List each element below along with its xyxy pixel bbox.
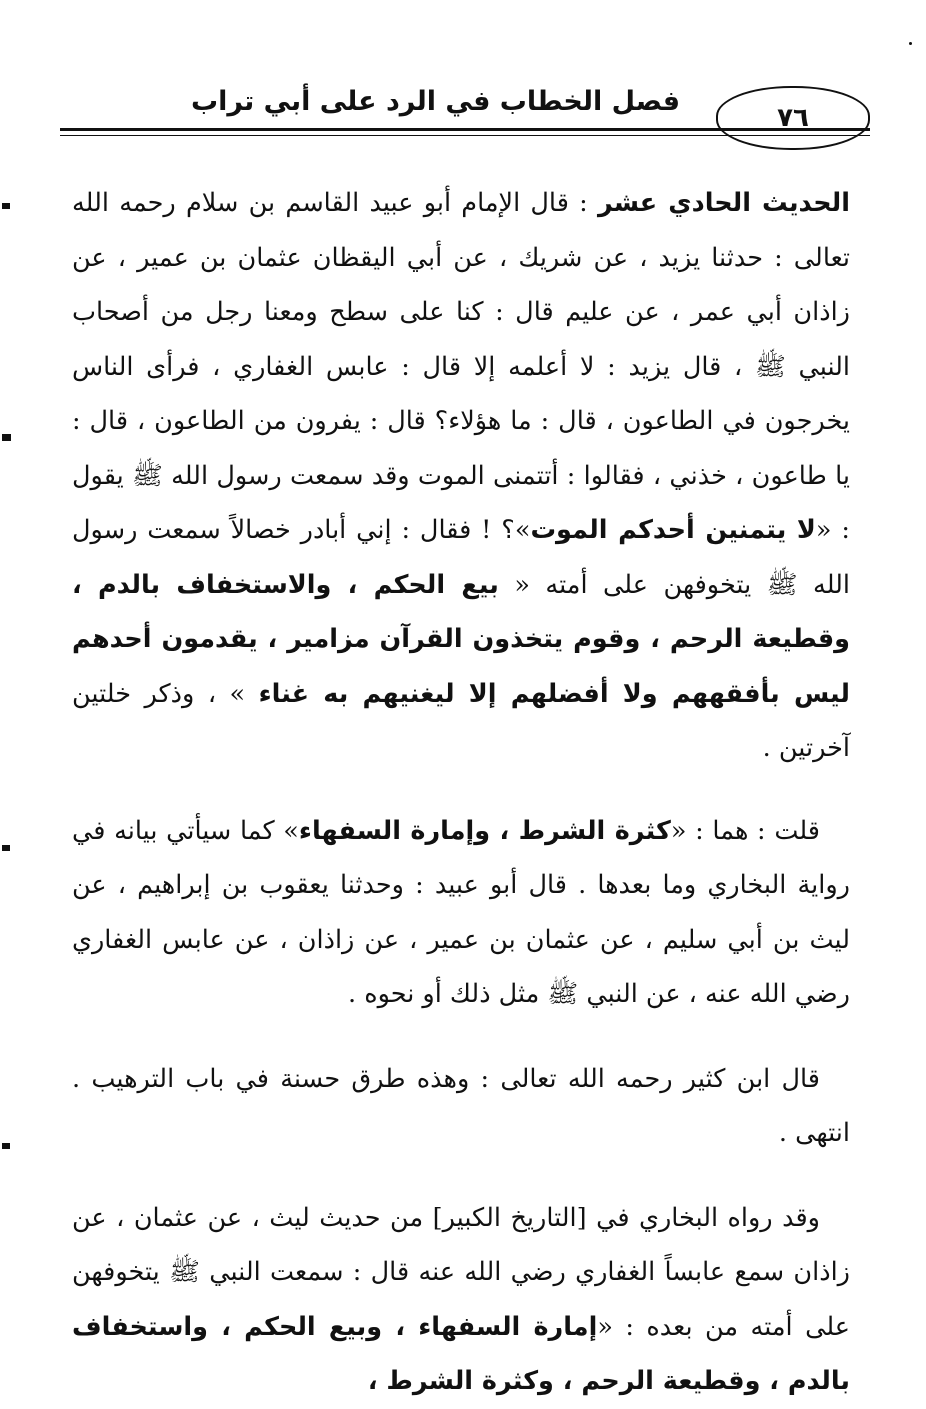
- body-text: [72, 176, 850, 1409]
- paragraph-hadith-eleven: [72, 176, 850, 776]
- margin-mark: [2, 434, 11, 441]
- text-run: » ، وذكر خلتين آخرتين .: [72, 678, 850, 763]
- quote-bold: لا يتمنين أحدكم الموت: [530, 515, 816, 545]
- header-rule: [60, 128, 870, 131]
- margin-mark: [2, 1143, 10, 1149]
- paragraph-bukhari: [72, 1191, 850, 1409]
- text-run: وقد رواه البخاري في [التاريخ الكبير] من حديث ليث ، عن عثمان ، عن زاذان سمع عابساً الغفاري رضي الله عنه قال : سمعت النبي ﷺ يتخوفهن على أمته من بعده : «: [72, 1202, 850, 1342]
- margin-mark: [2, 845, 10, 851]
- quote-bold: كثرة الشرط ، وإمارة السفهاء: [298, 815, 671, 846]
- header-rule-thin: [60, 135, 870, 136]
- hadith-heading: الحديث الحادي عشر: [597, 188, 850, 218]
- quote-bold: بيع الحكم ، والاستخفاف بالدم ، وقطيعة الرحم ، وقوم يتخذون القرآن مزامير ، يقدمون أحدهم ليس بأفقههم ولا أفضلهم إلا ليغنيهم به غناء: [72, 569, 850, 709]
- text-run: : قال الإمام أبو عبيد القاسم بن سلام رحمه الله تعالى : حدثنا يزيد ، عن شريك ، عن أبي اليقظان عثمان بن عمير ، عن زاذان أبي عمر ، عن عليم قال : كنا على سطح ومعنا رجل من أصحاب النبي ﷺ ، قال يزيد : لا أعلمه إلا قال : عابس الغفاري ، فرأى الناس يخرجون في الطاعون ، قال : ما هؤلاء؟ قال : يفرون من الطاعون ، قال : يا طاعون ، خذني ، فقالوا : أتتمنى الموت وقد سمعت رسول الله ﷺ يقول : «: [72, 188, 850, 545]
- quote-bold: إمارة السفهاء ، وبيع الحكم ، واستخفاف بالدم ، وقطيعة الرحم ، وكثرة الشرط ،: [72, 1311, 850, 1396]
- page-number: ٧٦: [716, 86, 870, 150]
- paragraph-ibn-kathir: [72, 1052, 850, 1161]
- text-run: قلت : هما : «: [670, 815, 820, 846]
- running-title: فصل الخطاب في الرد على أبي تراب: [190, 86, 680, 117]
- page-header: [60, 72, 870, 152]
- text-run: »؟ ! فقال : إني أبادر خصالاً سمعت رسول الله ﷺ يتخوفهن على أمته «: [72, 515, 850, 600]
- text-run: » كما سيأتي بيانه في رواية البخاري وما بعدها . قال أبو عبيد : وحدثنا يعقوب بن إبراهيم ، عن ليث بن أبي سليم ، عن عثمان بن عمير ، عن زاذان ، عن عابس الغفاري رضي الله عنه ، عن النبي ﷺ مثل ذلك أو نحوه .: [72, 815, 850, 1009]
- paragraph-commentary: [72, 804, 850, 1022]
- scan-speck: [909, 42, 912, 45]
- text-run: قال ابن كثير رحمه الله تعالى : وهذه طرق حسنة في باب الترهيب . انتهى .: [72, 1063, 850, 1148]
- margin-mark: [2, 203, 10, 209]
